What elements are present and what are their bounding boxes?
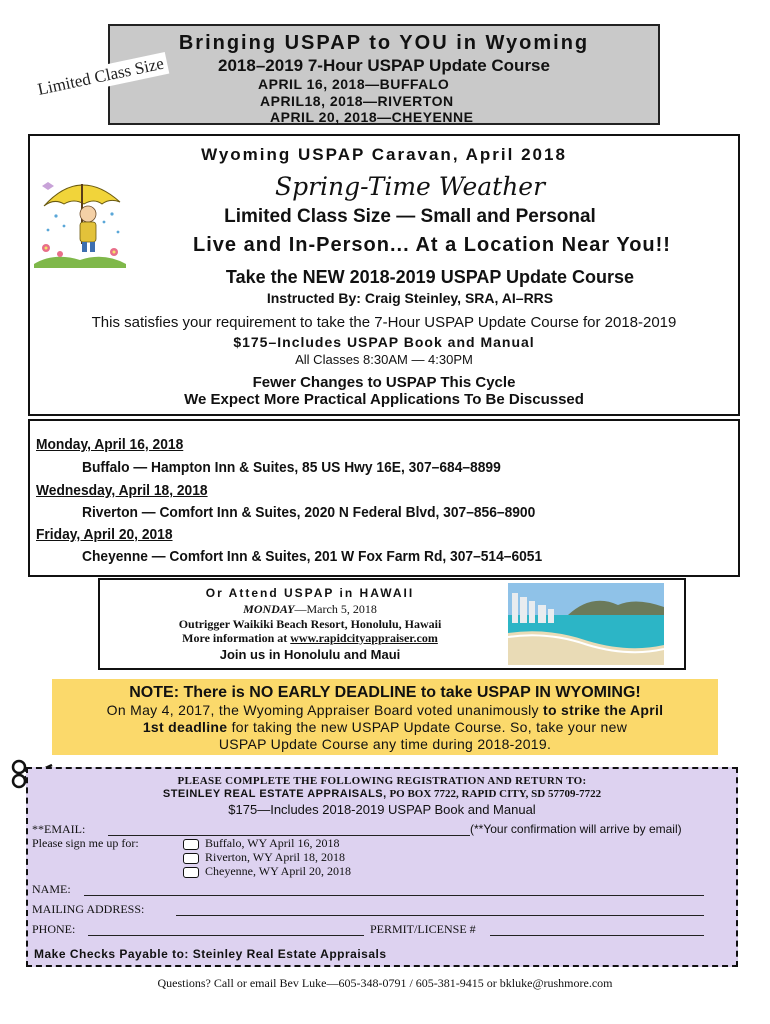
spring-time-title: Spring-Time Weather bbox=[274, 172, 546, 201]
waikiki-beach-photo bbox=[508, 583, 664, 665]
limited-class-stamp: Limited Class Size bbox=[32, 52, 170, 102]
signup-label: Please sign me up for: bbox=[32, 836, 139, 850]
date-riverton: APRIL18, 2018—RIVERTON bbox=[260, 93, 454, 109]
option-buffalo: Buffalo, WY April 16, 2018 bbox=[205, 836, 340, 850]
footer-questions: Questions? Call or email Bev Luke—605-348-0791 / 605-381-9415 or bkluke@rushmore.com bbox=[157, 976, 613, 990]
permit-label: PERMIT/LICENSE # bbox=[370, 922, 476, 936]
checkbox-riverton[interactable] bbox=[183, 853, 199, 864]
registration-address-line: PO BOX 7722, RAPID CITY, SD 57709-7722 bbox=[386, 788, 602, 800]
caravan-title: Wyoming USPAP Caravan, April 2018 bbox=[201, 145, 567, 164]
registration-form bbox=[26, 767, 738, 967]
hawaii-info-prefix: More information at bbox=[182, 631, 291, 645]
hawaii-heading: Or Attend USPAP in HAWAII bbox=[205, 586, 415, 600]
hawaii-date-day: MONDAY bbox=[243, 602, 295, 616]
note-body-part3: USPAP Update Course any time during 2018-2019. bbox=[218, 736, 552, 752]
expect-applications-line: We Expect More Practical Applications To Be Discussed bbox=[184, 391, 584, 408]
date-buffalo: APRIL 16, 2018—BUFFALO bbox=[258, 76, 450, 92]
registration-price: $175—Includes 2018-2019 USPAP Book and Manual bbox=[228, 802, 536, 817]
registration-address bbox=[28, 788, 736, 800]
hawaii-box bbox=[98, 578, 686, 670]
email-label: **EMAIL: bbox=[32, 822, 86, 836]
option-riverton: Riverton, WY April 18, 2018 bbox=[205, 850, 345, 864]
phone-field[interactable] bbox=[88, 935, 364, 936]
email-note: (**Your confirmation will arrive by email) bbox=[470, 822, 682, 836]
registration-company: STEINLEY REAL ESTATE APPRAISALS, bbox=[162, 788, 387, 800]
note-body-part2: for taking the new USPAP Update Course. So, take your new bbox=[227, 719, 628, 735]
header-title: Bringing USPAP to YOU in Wyoming bbox=[178, 32, 590, 54]
class-hours-line: All Classes 8:30AM — 4:30PM bbox=[295, 352, 473, 367]
take-course-line: Take the NEW 2018-2019 USPAP Update Course bbox=[225, 267, 635, 287]
schedule-venue-cheyenne: Cheyenne — Comfort Inn & Suites, 201 W Fox Farm Rd, 307–514–6051 bbox=[82, 548, 543, 565]
instructor-line: Instructed By: Craig Steinley, SRA, AI–RRS bbox=[266, 290, 554, 306]
schedule-venue-buffalo: Buffalo — Hampton Inn & Suites, 85 US Hwy 16E, 307–684–8899 bbox=[82, 459, 501, 476]
hawaii-venue: Outrigger Waikiki Beach Resort, Honolulu, Hawaii bbox=[178, 617, 442, 631]
note-body-bold2: 1st deadline bbox=[142, 719, 228, 735]
phone-label: PHONE: bbox=[32, 922, 76, 936]
checkbox-buffalo[interactable] bbox=[183, 839, 199, 850]
hawaii-date-rest: —March 5, 2018 bbox=[294, 602, 377, 616]
note-box bbox=[52, 679, 718, 755]
hawaii-info bbox=[100, 631, 520, 646]
schedule-day-wednesday: Wednesday, April 18, 2018 bbox=[36, 482, 208, 499]
schedule-day-friday: Friday, April 20, 2018 bbox=[36, 526, 173, 543]
name-label: NAME: bbox=[32, 882, 71, 896]
make-checks-note: Make Checks Payable to: Steinley Real Estate Appraisals bbox=[34, 947, 387, 961]
fewer-changes-line: Fewer Changes to USPAP This Cycle bbox=[252, 374, 516, 391]
hawaii-website-link[interactable]: www.rapidcityappraiser.com bbox=[290, 631, 438, 645]
hawaii-join: Join us in Honolulu and Maui bbox=[219, 647, 401, 662]
registration-instruction: PLEASE COMPLETE THE FOLLOWING REGISTRATION AND RETURN TO: bbox=[177, 775, 587, 787]
hawaii-date bbox=[100, 602, 520, 617]
live-in-person-line: Live and In-Person... At a Location Near You!! bbox=[193, 234, 671, 256]
name-field[interactable] bbox=[84, 895, 704, 896]
schedule-day-monday: Monday, April 16, 2018 bbox=[36, 436, 184, 453]
mailing-address-label: MAILING ADDRESS: bbox=[32, 902, 145, 916]
price-line: $175–Includes USPAP Book and Manual bbox=[233, 334, 535, 350]
note-body-part1: On May 4, 2017, the Wyoming Appraiser Board voted unanimously bbox=[106, 702, 544, 718]
note-title: NOTE: There is NO EARLY DEADLINE to take USPAP IN WYOMING! bbox=[129, 684, 641, 701]
umbrella-rain-illustration bbox=[34, 172, 126, 268]
permit-field[interactable] bbox=[490, 935, 704, 936]
course-info-box bbox=[28, 134, 740, 416]
header-banner bbox=[108, 24, 660, 125]
limited-class-line: Limited Class Size — Small and Personal bbox=[224, 206, 596, 227]
requirement-line: This satisfies your requirement to take the 7-Hour USPAP Update Course for 2018-2019 bbox=[91, 314, 677, 331]
schedule-venue-riverton: Riverton — Comfort Inn & Suites, 2020 N Federal Blvd, 307–856–8900 bbox=[82, 504, 536, 521]
note-body bbox=[60, 702, 710, 753]
mailing-address-field[interactable] bbox=[176, 915, 704, 916]
note-body-bold1: to strike the April bbox=[543, 702, 664, 718]
schedule-box bbox=[28, 419, 740, 577]
date-cheyenne: APRIL 20, 2018—CHEYENNE bbox=[270, 109, 474, 125]
option-cheyenne: Cheyenne, WY April 20, 2018 bbox=[205, 864, 351, 878]
checkbox-cheyenne[interactable] bbox=[183, 867, 199, 878]
header-subtitle: 2018–2019 7-Hour USPAP Update Course bbox=[218, 56, 550, 75]
